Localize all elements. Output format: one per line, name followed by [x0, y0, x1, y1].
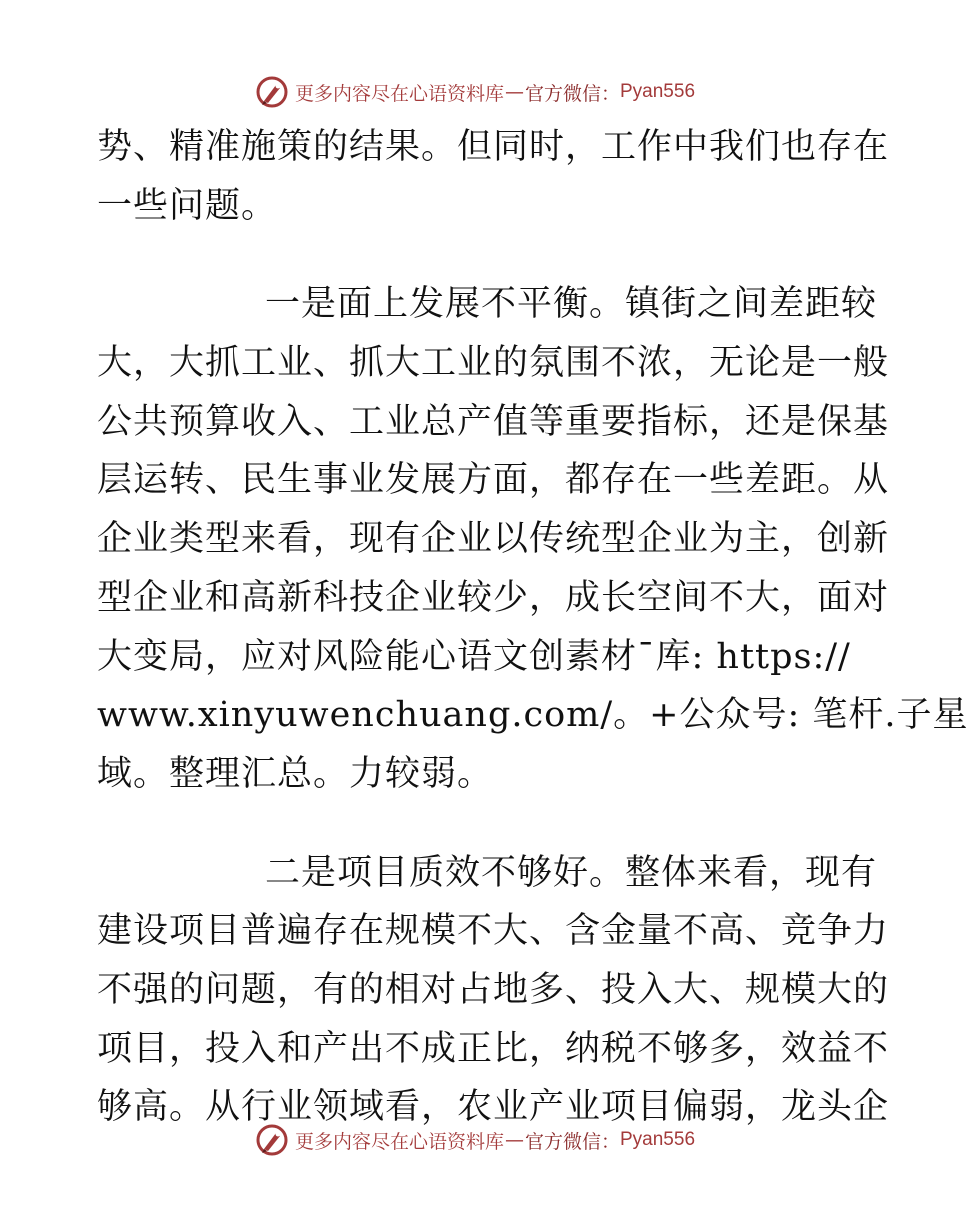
banner-official-label: 官方微信： [524, 82, 620, 105]
banner-separator: — [504, 81, 524, 103]
text-line: 势、精准施策的结果。但同时，工作中我们也存在 [97, 127, 890, 167]
text-line: 企业类型来看，现有企业以传统型企业为主，创新 [97, 519, 890, 560]
pen-logo-icon [255, 75, 289, 109]
text-line: 不强的问题，有的相对占地多、投入大、规模大的 [97, 969, 890, 1010]
text-line: 项目，投入和产出不成正比，纳税不够多，效益不 [97, 1028, 890, 1069]
text-line: 域。整理汇总。力较弱。 [97, 753, 494, 794]
paragraph-continuation [97, 118, 890, 235]
banner-separator: — [504, 1129, 524, 1151]
text-line: 公共预算收入、工业总产值等重要指标，还是保基 [97, 401, 890, 442]
text-line: www.xinyuwenchuang.com/。+公众号: 笔杆.子星 [97, 695, 969, 736]
document-body [97, 118, 969, 1137]
banner-wechat-id: Pyan556 [620, 1129, 696, 1150]
banner-official-label: 官方微信： [524, 1130, 620, 1153]
paragraph-second-issue [97, 844, 890, 1137]
text-line: 层运转、民生事业发展方面，都存在一些差距。从 [97, 460, 890, 501]
text-line: 大，大抓工业、抓大工业的氛围不浓，无论是一般 [97, 343, 890, 384]
text-line: 一是面上发展不平衡。镇街之间差距较 [265, 284, 878, 325]
paragraph-gap [97, 235, 857, 275]
pen-logo-icon [255, 1123, 289, 1157]
text-line: 型企业和高新科技企业较少，成长空间不大，面对 [97, 577, 890, 618]
text-line: 建设项目普遍存在规模不大、含金量不高、竞争力 [97, 911, 890, 952]
banner-text: 更多内容尽在心语资料库 [294, 82, 504, 105]
text-line: 够高。从行业领域看，农业产业项目偏弱，龙头企 [97, 1087, 890, 1128]
text-line: 大变局，应对风险能心语文创素材¯库: https:// [97, 636, 851, 677]
text-line: 二是项目质效不够好。整体来看，现有 [265, 852, 878, 893]
text-line: 一些问题。 [97, 185, 278, 226]
footer-banner [0, 1120, 950, 1160]
header-banner [0, 72, 950, 112]
paragraph-gap [97, 804, 857, 844]
paragraph-first-issue [97, 275, 969, 803]
banner-wechat-id: Pyan556 [620, 81, 696, 102]
banner-text: 更多内容尽在心语资料库 [294, 1130, 504, 1153]
